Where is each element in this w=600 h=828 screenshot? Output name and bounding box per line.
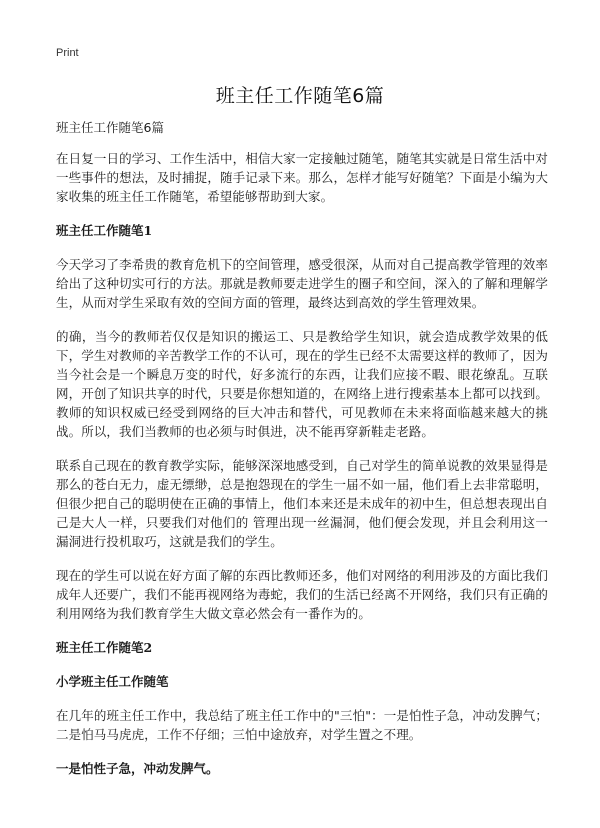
section1-paragraph-1: 今天学习了李希贵的教育危机下的空间管理，感受很深，从而对自己提高教学管理的效率给出了这种切实可行的方法。那就是教师要走进学生的圈子和空间，深入的了解和理解学生，从而对学生采取有效的空间方面的管理，最终达到高效的学生管理效果。 — [56, 257, 548, 310]
intro-paragraph: 在日复一日的学习、工作生活中，相信大家一定接触过随笔，随笔其实就是日常生活中对一些事件的想法，及时捕捉，随手记录下来。那么，怎样才能写好随笔？下面是小编为大家收集的班主任工作随笔，希望能够帮助到大家。 — [56, 151, 548, 204]
document-body — [56, 118, 548, 793]
section1-paragraph-4: 现在的学生可以说在好方面了解的东西比教师还多，他们对网络的利用涉及的方面比我们成年人还要广，我们不能再视网络为毒蛇，我们的生活已经离不开网络，我们只有正确的利用网络为我们教育学生大做文章必然会有一番作为的。 — [56, 568, 548, 621]
document-subtitle: 班主任工作随笔6篇 — [56, 120, 164, 135]
section1-paragraph-2: 的确，当今的教师若仅仅是知识的搬运工、只是教给学生知识，就会造成教学效果的低下，学生对教师的辛苦教学工作的不认可，现在的学生已经不太需要这样的教师了，因为当今社会是一个瞬息万变的时代，好多流行的东西，让我们应接不暇、眼花缭乱。互联网，开创了知识共享的时代，只要是你想知道的，在网络上进行搜索基本上都可以找到。教师的知识权威已经受到网络的巨大冲击和替代，可见教师在未来将面临越来越大的挑战。所以，我们当教师的也必须与时俱进，决不能再穿新鞋走老路。 — [56, 329, 548, 439]
section2-paragraph-1: 在几年的班主任工作中，我总结了班主任工作中的"三怕"：一是怕性子急，冲动发脾气；二是怕马马虎虎，工作不仔细；三怕中途放弃，对学生置之不理。 — [56, 708, 548, 742]
section2-point-1: 一是怕性子急，冲动发脾气。 — [56, 761, 219, 776]
section-heading-2: 班主任工作随笔2 — [56, 640, 153, 655]
page-title: 班主任工作随笔6篇 — [215, 85, 385, 107]
section2-subheading: 小学班主任工作随笔 — [56, 674, 169, 689]
section-heading-1: 班主任工作随笔1 — [56, 223, 153, 238]
print-link[interactable]: Print — [56, 47, 79, 59]
section1-paragraph-3: 联系自己现在的教育教学实际，能够深深地感受到，自己对学生的简单说教的效果显得是那么的苍白无力，虚无缥缈，总是抱怨现在的学生一届不如一届，他们看上去非常聪明，但很少把自己的聪明使在正确的事情上，他们本来还是未成年的初中生，但总想表现出自己是大人一样，只要我们对他们的 管理出现一丝漏洞，他们便会发现，并且会利用这一漏洞进行投机取巧，这就是我们的学生。 — [56, 458, 548, 549]
